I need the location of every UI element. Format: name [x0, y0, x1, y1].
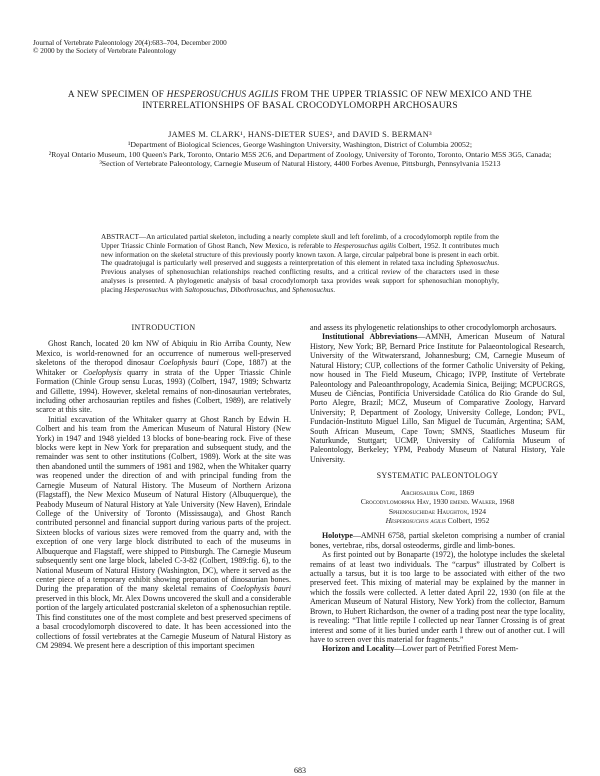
taxon-crocodylomorpha: Crocodylomorpha Hay, 1930 emend. Walker, 1968	[360, 497, 515, 507]
abstract-text: .	[333, 285, 336, 294]
taxon-archosauria: Archosauria Cope, 1869	[400, 487, 475, 497]
abstract-text: . Previous analyses of sphenosuchian relationships reached conflicting results, and a critical review of the characters used in these analyses is presented. A phylogenetic analysis of basal crocodylomorph taxa provides weak support for sphenosuchian monophyly, placing	[101, 259, 499, 294]
intro-paragraph-2	[36, 415, 291, 651]
taxon-sphenosuchidae: Sphenosuchidae Haughton, 1924	[388, 506, 487, 516]
article-title	[40, 90, 560, 113]
taxon-name: Coelophysis bauri	[230, 584, 291, 594]
journal-citation: Journal of Vertebrate Paleontology 20(4):683–704, December 2000	[33, 39, 227, 47]
abstract-taxon: Saltoposuchus	[184, 285, 227, 294]
abstract-text: , and	[276, 285, 293, 294]
taxon-hesperosuchus	[310, 516, 565, 525]
section-heading-systematics: SYSTEMATIC PALEONTOLOGY	[376, 471, 499, 481]
abstract-taxon: Dibothrosuchus	[230, 285, 277, 294]
taxon-name: Coelophysis bauri	[158, 358, 219, 368]
holotype-heading: Holotype	[322, 531, 353, 541]
right-column	[310, 323, 565, 654]
horizon-paragraph	[310, 644, 565, 653]
journal-copyright: © 2000 by the Society of Vertebrate Paleontology	[33, 47, 177, 56]
abbreviations-text: —AMNH, American Museum of Natural History, New York; BP, Bernard Price Institute for Palaeontological Research, University of the Witwatersrand, Johannesburg; CM, Carnegie Museum of Natural History; CUP, collections of the former Catholic University of Peking, now housed in The Field Museum, Chicago; IVPP, Institute of Vertebrate Paleontology and Paleoanthropology, Academia Sinica, Beijing; MCPUCRGS, Museu de Ciências, Pontifícia Universidade Católica do Rio Grande do Sul, Porto Alegre, Brazil; MCZ, Museum of Comparative Zoology, Harvard University; P, Department of Zoology, University College, London; PVL, Fundación-Instituto Miguel Lillo, San Miguel de Tucumán, Argentina; SAM, South African Museum, Cape Town; SMNS, Staatliches Museum für Naturkunde, Stuttgart; UCMP, University of California Museum of Paleontology, Berkeley; YPM, Peabody Museum of Natural History, Yale University.	[310, 332, 565, 464]
text-run: (Cope, 1887) at the Whitaker or	[36, 358, 291, 377]
institutional-abbreviations	[310, 332, 565, 464]
author-names: JAMES M. CLARK¹, HANS-DIETER SUES², and DAVID S. BERMAN³	[168, 130, 432, 139]
abstract-text: ,	[226, 285, 231, 294]
taxon-name: Coelophysis	[82, 367, 122, 377]
holotype-discussion: As first pointed out by Bonaparte (1972), the holotype includes the skeletal remains of at least two individuals. The “carpus” illustrated by Colbert is actually a tarsus, but it is too large to be associated with either of the two preserved feet. This mixing of material may be explained by the manner in which the fossils were collected. A letter dated April 22, 1930 (on file at the American Museum of Natural History, New York) from the collector, Barnum Brown, to Hubert Richardson, the owner of a trading post near the type locality, is revealing: “That little reptile I collected up near Tanner Crossing is of great interest and some of it lies buried under earth I threw out of another cut. I will have to screen over this material for fragments.”	[310, 550, 565, 645]
section-heading-introduction: INTRODUCTION	[131, 323, 196, 332]
holotype-text: —AMNH 6758, partial skeleton comprising a number of cranial bones, vertebrae, ribs, dorsal osteoderms, girdle and limb-bones.	[310, 531, 565, 550]
affiliation-3: ³Section of Vertebrate Paleontology, Carnegie Museum of Natural History, 4400 Forbes Avenue, Pittsburgh, Pennsylvania 15213	[99, 158, 501, 168]
abstract-text: Colbert, 1952. It contributes much new information on the skeletal structure of this previously poorly known taxon. A large, circular palpebral bone is present in each orbit. The quadratojugal is particularly well preserved and suggests a reinterpretation of this element in related taxa including	[101, 241, 500, 268]
abstract-taxon: Hesperosuchus	[124, 285, 169, 294]
left-column	[36, 323, 291, 650]
intro-paragraph-1	[36, 339, 291, 414]
taxon-author: Colbert, 1952	[445, 515, 490, 525]
affiliation-1: ¹Department of Biological Sciences, George Washington University, Washington, District of Columbia 20052;	[127, 140, 473, 150]
taxon-species-name: Hesperosuchus agilis	[385, 515, 446, 525]
affiliation-2: ²Royal Ontario Museum, 100 Queen's Park, Toronto, Ontario M5S 2C6, and Department of Zoology, University of Toronto, Toronto, Ontario M5S 3G5, Canada;	[48, 149, 552, 159]
text-run: Ghost Ranch, located 20 km NW of Abiquiu in Rio Arriba County, New Mexico, is world-renowned for an occurrence of numerous well-preserved skeletons of the theropod dinosaur	[36, 339, 291, 368]
text-run: preserved in this block, Mr. Alex Downs uncovered the skull and a considerable portion of the largely articulated postcranial skeleton of a sphenosuchian reptile. This find constitutes one of the most complete and best preserved specimens of a basal crocodylomorph discovered to date. It has been accessioned into the collections of fossil vertebrates at the Carnegie Museum of Natural History as CM 29894. We present here a description of this important specimen	[36, 593, 291, 650]
text-run: quarry in strata of the Upper Triassic Chinle Formation (Chinle Group sensu Lucas, 1993) (Colbert, 1947, 1989; Schwartz and Gillette, 1994). However, skeletal remains of non-dinosaurian vertebrates, including other archosaurian reptiles and fishes (Colbert, 1989), are relatively scarce at this site.	[36, 367, 291, 415]
abstract-text: ABSTRACT—An articulated partial skeleton, including a nearly complete skull and left forelimb, of a crocodylomorph reptile from the Upper Triassic Chinle Formation of Ghost Ranch, New Mexico, is referable to	[101, 233, 499, 250]
page-number: 683	[294, 766, 306, 775]
abbreviations-heading: Institutional Abbreviations	[322, 332, 418, 342]
taxonomy-block	[310, 488, 565, 526]
horizon-heading: Horizon and Locality	[322, 644, 395, 654]
abstract	[101, 233, 499, 294]
title-taxon: HESPEROSUCHUS AGILIS	[166, 90, 279, 100]
intro-paragraph-continued: and assess its phylogenetic relationships to other crocodylomorph archosaurs.	[310, 323, 557, 332]
abstract-taxon: Hesperosuchus agilis	[333, 241, 396, 250]
abstract-taxon: Sphenosuchus	[292, 285, 334, 294]
horizon-text: —Lower part of Petrified Forest Mem-	[394, 644, 519, 654]
abstract-text: with	[168, 285, 185, 294]
title-part-2: FROM THE UPPER TRIASSIC OF NEW MEXICO AND THE INTERRELATIONSHIPS OF BASAL CROCODYLOMORPH ARCHOSAURS	[142, 90, 533, 112]
holotype-paragraph	[310, 531, 565, 550]
abstract-taxon: Sphenosuchus	[456, 259, 498, 268]
text-run: Initial excavation of the Whitaker quarry at Ghost Ranch by Edwin H. Colbert and his team from the American Museum of Natural History (New York) in 1947 and 1948 yielded 13 blocks of bone-bearing rock. Five of these blocks were kept in New York for preparation and subsequent study, and the remainder was sent to other institutions (Colbert, 1989). Work at the site was then abandoned until the summers of 1981 and 1982, when the Whitaker quarry was reopened under the direction of and with principal funding from the Carnegie Museum of Natural History. The Museum of Northern Arizona (Flagstaff), the New Mexico Museum of Natural History (Albuquerque), the Peabody Museum of Natural History at Yale University (New Haven), Erindale College of the University of Toronto (Mississauga), and Ghost Ranch contributed personnel and financial support during various parts of the project. Sixteen blocks of various sizes were removed from the quarry and, with the exception of one very large block distributed to each of the museums in Albuquerque and Flagstaff, were shipped to Pittsburgh. The Carnegie Museum subsequently sent one large block, labeled C-3-82 (Colbert, 1989:fig. 6), to the National Museum of Natural History (Washington, DC), where it served as the center piece of a temporary exhibit showing preparation of dinosaurian bones. During the preparation of the many skeletal remains of	[36, 414, 291, 594]
title-part-1: A NEW SPECIMEN OF	[67, 90, 167, 100]
author-block	[40, 130, 560, 168]
journal-header	[33, 39, 227, 56]
